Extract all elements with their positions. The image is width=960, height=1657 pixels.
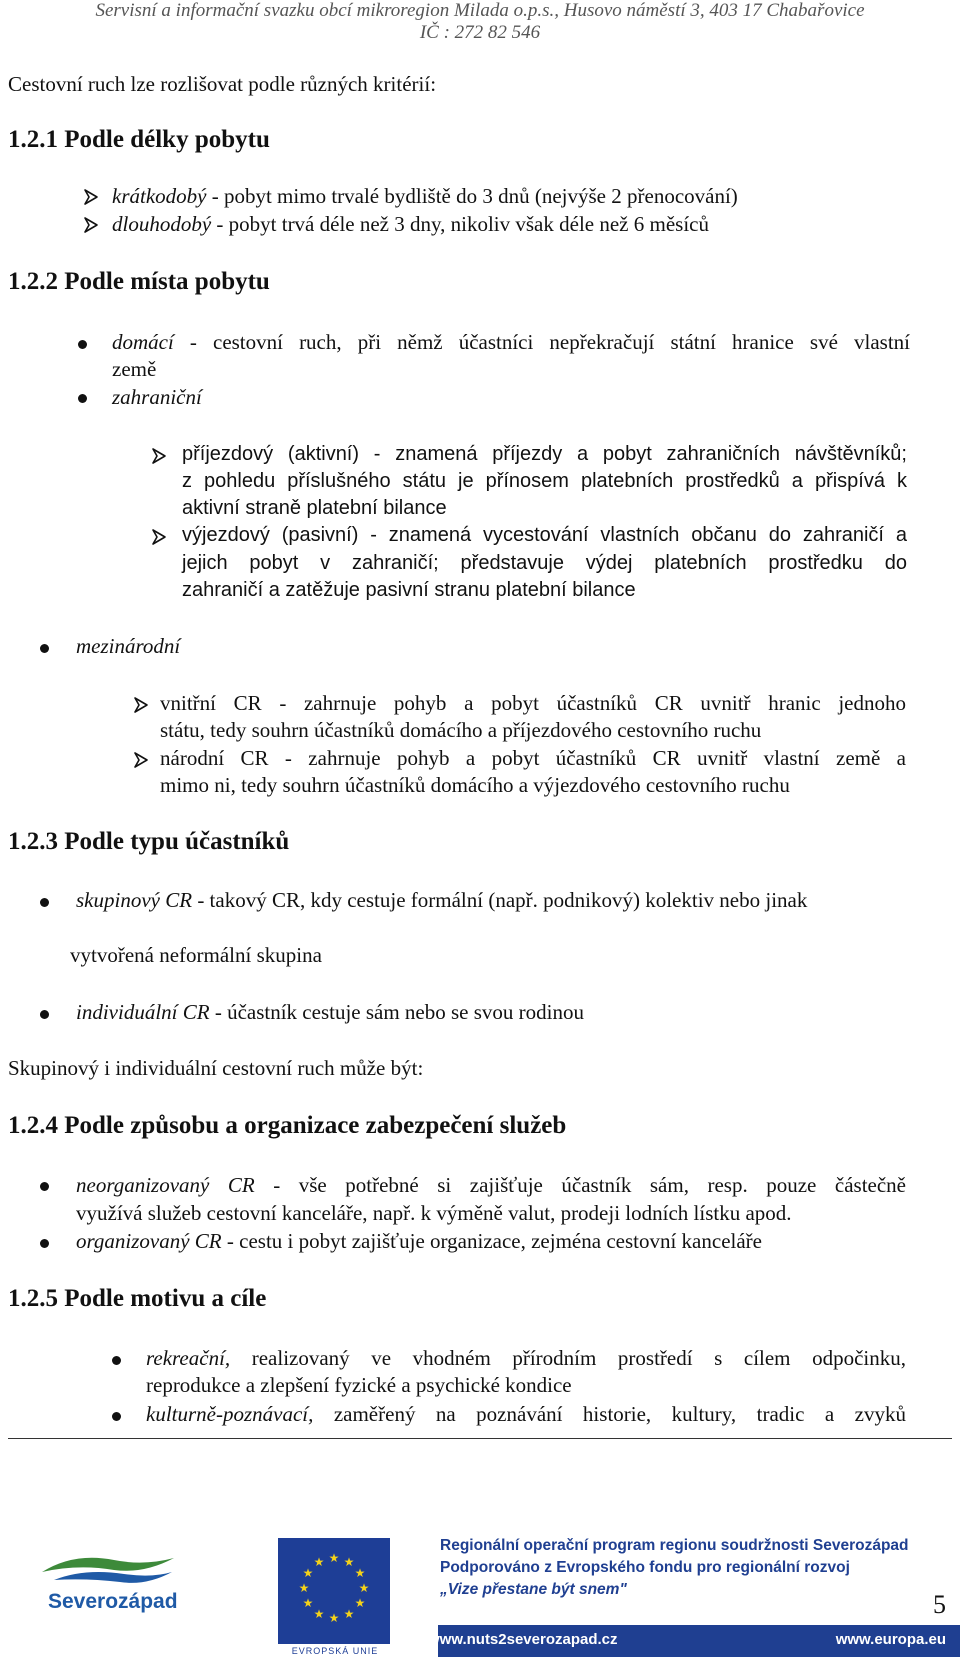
bullet-icon bbox=[40, 1182, 49, 1191]
header-line-1: Servisní a informační svazku obcí mikroregion Milada o.p.s., Husovo náměstí 3, 403 17 Chabařovice bbox=[95, 0, 865, 21]
list-item-skupinovy: skupinový CR - takový CR, kdy cestuje formální (např. podnikový) kolektiv nebo jinak bbox=[76, 888, 808, 912]
rop-line-3: „Vize přestane být snem" bbox=[440, 1581, 627, 1598]
bullet-icon bbox=[112, 1412, 121, 1421]
eu-star-icon: ★ bbox=[302, 1566, 314, 1580]
severozapad-logo-icon bbox=[34, 1550, 184, 1620]
intro-text: Cestovní ruch lze rozlišovat podle různých kritérií: bbox=[8, 72, 437, 96]
eu-star-icon: ★ bbox=[313, 1606, 325, 1621]
sub-item-vnitrni-cont: státu, tedy souhrn účastníků domácího a příjezdového cestovního ruchu bbox=[160, 718, 762, 742]
sub-item-vyjezdovy-cont: zahraničí a zatěžuje pasivní stranu platební bilance bbox=[182, 579, 636, 601]
svg-text:Severozápad: Severozápad bbox=[48, 1590, 178, 1613]
arrow-bullet-icon bbox=[82, 188, 100, 206]
list-item-domaci: domácí - cestovní ruch, při němž účastníci nepřekračují státní hranice své vlastní bbox=[112, 330, 910, 354]
eu-flag bbox=[278, 1538, 390, 1644]
list-item-neorganizovany: neorganizovaný CR - vše potřebné si zajišťuje účastník sám, resp. pouze částečně bbox=[76, 1173, 906, 1197]
eu-star-icon: ★ bbox=[298, 1581, 310, 1595]
sub-item-prijezdovy-cont: aktivní straně platební bilance bbox=[182, 497, 447, 519]
eu-star-icon: ★ bbox=[358, 1581, 370, 1595]
eu-star-icon: ★ bbox=[343, 1555, 355, 1570]
list-item: krátkodobý - pobyt mimo trvalé bydliště do 3 dnů (nejvýše 2 přenocování) bbox=[112, 184, 738, 208]
rop-text bbox=[440, 1535, 909, 1601]
sub-item-narodni-cont: mimo ni, tedy souhrn účastníků domácího a výjezdového cestovního ruchu bbox=[160, 773, 790, 797]
eu-star-icon: ★ bbox=[354, 1566, 366, 1580]
footer-bar bbox=[428, 1625, 960, 1657]
heading-1-2-4: 1.2.4 Podle způsobu a organizace zabezpečení služeb bbox=[8, 1112, 567, 1139]
bullet-icon bbox=[40, 898, 49, 907]
severozapad-logo bbox=[34, 1550, 184, 1625]
footer-divider bbox=[8, 1438, 952, 1439]
eu-star-icon: ★ bbox=[302, 1596, 314, 1610]
list-item-rekreacni: rekreační, realizovaný ve vhodném přírodním prostředí s cílem odpočinku, bbox=[146, 1346, 906, 1370]
sub-item-prijezdovy: příjezdový (aktivní) - znamená příjezdy a pobyt zahraničních návštěvníků; bbox=[182, 443, 907, 465]
list-item-individualni: individuální CR - účastník cestuje sám nebo se svou rodinou bbox=[76, 1000, 584, 1024]
list-item-rekreacni-cont: reprodukce a zlepšení fyzické a psychické kondice bbox=[146, 1373, 572, 1397]
arrow-bullet-icon bbox=[82, 216, 100, 234]
bullet-icon bbox=[112, 1356, 121, 1365]
list-item: dlouhodobý - pobyt trvá déle než 3 dny, nikoliv však déle než 6 měsíců bbox=[112, 212, 709, 236]
sub-item-vnitrni: vnitřní CR - zahrnuje pohyb a pobyt účastníků CR uvnitř hranic jednoho bbox=[160, 691, 906, 715]
eu-star-icon: ★ bbox=[354, 1596, 366, 1610]
bullet-icon bbox=[78, 340, 87, 349]
sub-item-narodni: národní CR - zahrnuje pohyb a pobyt účastníků CR uvnitř vlastní země a bbox=[160, 746, 906, 770]
heading-1-2-1: 1.2.1 Podle délky pobytu bbox=[8, 126, 270, 153]
arrow-bullet-icon bbox=[150, 528, 168, 546]
sub-item-vyjezdovy: výjezdový (pasivní) - znamená vycestování vlastních občanu do zahraničí a bbox=[182, 524, 907, 546]
section-outro: Skupinový i individuální cestovní ruch může být: bbox=[8, 1056, 424, 1080]
arrow-bullet-icon bbox=[150, 447, 168, 465]
arrow-bullet-icon bbox=[132, 696, 150, 714]
eu-star-icon: ★ bbox=[328, 1611, 340, 1625]
heading-1-2-3: 1.2.3 Podle typu účastníků bbox=[8, 828, 290, 855]
bullet-icon bbox=[40, 1010, 49, 1019]
sub-item-prijezdovy-cont: z pohledu příslušného státu je přínosem platebních prostředků a přispívá k bbox=[182, 470, 907, 492]
list-item-mezinarodni: mezinárodní bbox=[76, 634, 181, 658]
header-line-2: IČ : 272 82 546 bbox=[419, 22, 541, 43]
footer-link-nuts2[interactable]: www.nuts2severozapad.cz bbox=[428, 1631, 618, 1648]
heading-1-2-2: 1.2.2 Podle místa pobytu bbox=[8, 268, 270, 295]
bullet-icon bbox=[40, 1239, 49, 1248]
page-number: 5 bbox=[933, 1590, 946, 1619]
bullet-icon bbox=[78, 394, 87, 403]
eu-star-icon: ★ bbox=[343, 1606, 355, 1621]
eu-star-icon: ★ bbox=[313, 1555, 325, 1570]
list-item-skupinovy-cont: vytvořená neformální skupina bbox=[70, 943, 322, 967]
heading-1-2-5: 1.2.5 Podle motivu a cíle bbox=[8, 1285, 267, 1312]
rop-line-1: Regionální operační program regionu soudržnosti Severozápad bbox=[440, 1537, 909, 1554]
footer-link-europa[interactable]: www.europa.eu bbox=[835, 1631, 946, 1648]
eu-star-icon: ★ bbox=[328, 1551, 340, 1565]
eu-label: EVROPSKÁ UNIE bbox=[291, 1646, 379, 1656]
sub-item-vyjezdovy-cont: jejich pobyt v zahraničí; představuje výdej platebních prostředku do bbox=[182, 552, 907, 574]
list-item-domaci-cont: země bbox=[112, 357, 157, 381]
eu-stars-icon bbox=[278, 1538, 390, 1644]
list-item-organizovany: organizovaný CR - cestu i pobyt zajišťuje organizace, zejména cestovní kanceláře bbox=[76, 1229, 762, 1253]
rop-line-2: Podporováno z Evropského fondu pro regionální rozvoj bbox=[440, 1559, 850, 1576]
list-item-kulturne-poznavaci: kulturně-poznávací, zaměřený na poznávání historie, kultury, tradic a zvyků bbox=[146, 1402, 906, 1426]
bullet-icon bbox=[40, 644, 49, 653]
list-item-neorganizovany-cont: využívá služeb cestovní kanceláře, např. k výměně valut, prodeji lodních lístku apod. bbox=[76, 1201, 792, 1225]
list-item-zahranicni: zahraniční bbox=[112, 385, 202, 409]
arrow-bullet-icon bbox=[132, 751, 150, 769]
